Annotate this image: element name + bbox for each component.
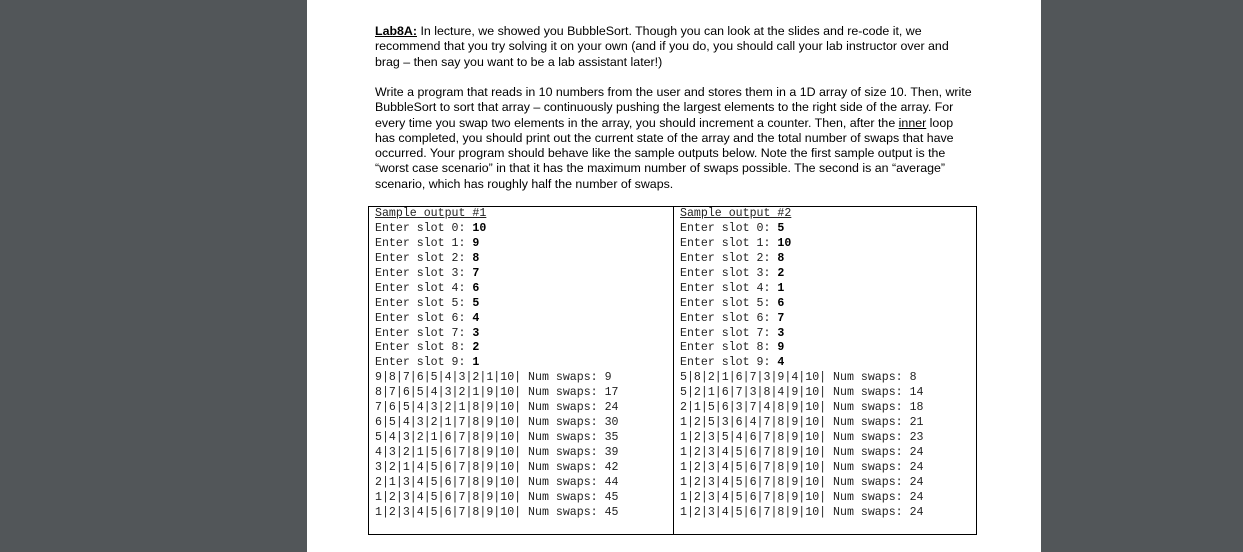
pass-output-line: 3|2|1|4|5|6|7|8|9|10| Num swaps: 42 [375,460,619,474]
pass-output-line: 1|2|3|4|5|6|7|8|9|10| Num swaps: 24 [680,446,924,459]
input-prompt-line [375,252,673,267]
pass-output-line: 1|2|3|4|5|6|7|8|9|10| Num swaps: 24 [680,460,924,474]
prompt-value: 2 [777,266,785,280]
prompt-value: 6 [777,296,785,310]
sample-output-1 [369,207,674,534]
input-prompt-line [375,356,673,371]
pass-output-line: 1|2|3|4|5|6|7|8|9|10| Num swaps: 24 [680,475,924,489]
prompt-label: Enter slot 2: [680,251,778,265]
prompt-label: Enter slot 3: [375,266,473,280]
prompt-label: Enter slot 9: [375,356,473,370]
pass-output-line: 7|6|5|4|3|2|1|8|9|10| Num swaps: 24 [375,401,619,415]
input-prompt-line [680,252,977,267]
prompt-label: Enter slot 8: [375,341,473,355]
prompt-value: 6 [472,281,480,295]
pass-output-line: 1|2|5|3|6|4|7|8|9|10| Num swaps: 21 [680,416,924,430]
pass-output-line: 2|1|3|4|5|6|7|8|9|10| Num swaps: 44 [375,475,619,489]
input-prompt-line [680,222,977,237]
prompt-value: 8 [472,251,480,265]
input-prompt-line [375,327,673,342]
input-prompt-line [375,297,673,312]
prompt-label: Enter slot 3: [680,266,778,280]
prompt-label: Enter slot 1: [375,236,473,250]
pass-output-line: 1|2|3|5|4|6|7|8|9|10| Num swaps: 23 [680,431,924,445]
input-prompt-line [375,282,673,297]
prompt-label: Enter slot 8: [680,341,778,355]
prompt-value: 7 [777,311,785,325]
prompt-value: 1 [777,281,785,295]
pass-output-line: 5|8|2|1|6|7|3|9|4|10| Num swaps: 8 [680,371,917,385]
prompt-label: Enter slot 6: [680,311,778,325]
sample-header: Sample output #2 [680,207,792,220]
instructions-text-part1: Write a program that reads in 10 numbers from the user and stores them in a 1D array of size 10. Then, write BubbleSort to sort that array – continuously pushing the largest elements to the right side of the array. For every time you swap two elements in the array, you should increment a counter. Then, after the [375,85,972,130]
sample-header: Sample output #1 [375,207,487,220]
pass-output-line: 9|8|7|6|5|4|3|2|1|10| Num swaps: 9 [375,371,612,385]
prompt-value: 7 [472,266,480,280]
input-prompt-line [680,341,977,356]
prompt-label: Enter slot 7: [680,326,778,340]
prompt-value: 4 [777,356,785,370]
prompt-value: 5 [472,296,480,310]
input-prompt-line [680,297,977,312]
prompt-label: Enter slot 5: [680,296,778,310]
instructions-paragraph [375,85,975,192]
input-prompt-line [680,356,977,371]
sample-output-2 [674,207,977,534]
prompt-value: 9 [777,341,785,355]
input-prompt-line [375,312,673,327]
instructions-emphasis: inner [898,115,927,130]
pass-output-line: 8|7|6|5|4|3|2|1|9|10| Num swaps: 17 [375,386,619,400]
prompt-label: Enter slot 7: [375,326,473,340]
input-prompt-line [375,237,673,252]
prompt-value: 9 [472,236,480,250]
prompt-value: 4 [472,311,480,325]
input-prompt-line [375,267,673,282]
pass-output-line: 5|4|3|2|1|6|7|8|9|10| Num swaps: 35 [375,431,619,445]
prompt-label: Enter slot 4: [680,281,778,295]
prompt-value: 5 [777,221,785,235]
input-prompt-line [680,327,977,342]
prompt-value: 1 [472,356,480,370]
pass-output-line: 4|3|2|1|5|6|7|8|9|10| Num swaps: 39 [375,446,619,459]
prompt-value: 3 [472,326,480,340]
prompt-value: 3 [777,326,785,340]
pass-output-line: 1|2|3|4|5|6|7|8|9|10| Num swaps: 45 [375,490,619,504]
pass-output-line: 1|2|3|4|5|6|7|8|9|10| Num swaps: 45 [375,505,619,519]
input-prompt-line [680,237,977,252]
prompt-label: Enter slot 9: [680,356,778,370]
pass-output-line: 1|2|3|4|5|6|7|8|9|10| Num swaps: 24 [680,490,924,504]
prompt-value: 8 [777,251,785,265]
input-prompt-line [680,282,977,297]
prompt-value: 10 [472,221,487,235]
input-prompt-line [680,312,977,327]
input-prompt-line [680,267,977,282]
prompt-label: Enter slot 2: [375,251,473,265]
prompt-label: Enter slot 1: [680,236,778,250]
input-prompt-line [375,341,673,356]
document-page [307,0,1041,552]
intro-text: In lecture, we showed you BubbleSort. Though you can look at the slides and re-code it, we recommend that you try solving it on your own (and if you do, you should call your lab instructor over and brag – then say you want to be a lab assistant later!) [375,24,949,69]
viewer-background-right [1041,0,1243,552]
sample-output-table [368,206,977,535]
input-prompt-line [375,222,673,237]
prompt-label: Enter slot 0: [680,221,778,235]
viewer-background-left [0,0,307,552]
pass-output-line: 6|5|4|3|2|1|7|8|9|10| Num swaps: 30 [375,416,619,430]
instructions-text-part2: loop has completed, you should print out the current state of the array and the total number of swaps that have occurred. Your program should behave like the sample outputs below. Note the first sample output is the “worst case scenario” in that it has the maximum number of swaps possible. The second is an “average” scenario, which has roughly half the number of swaps. [375,115,954,191]
pass-output-line: 2|1|5|6|3|7|4|8|9|10| Num swaps: 18 [680,401,924,415]
pass-output-line: 5|2|1|6|7|3|8|4|9|10| Num swaps: 14 [680,386,924,400]
intro-paragraph [375,24,975,70]
prompt-value: 10 [777,236,792,250]
prompt-label: Enter slot 6: [375,311,473,325]
pass-output-line: 1|2|3|4|5|6|7|8|9|10| Num swaps: 24 [680,505,924,519]
prompt-label: Enter slot 0: [375,221,473,235]
prompt-label: Enter slot 5: [375,296,473,310]
prompt-label: Enter slot 4: [375,281,473,295]
lab-title: Lab8A: [375,24,417,38]
prompt-value: 2 [472,341,480,355]
